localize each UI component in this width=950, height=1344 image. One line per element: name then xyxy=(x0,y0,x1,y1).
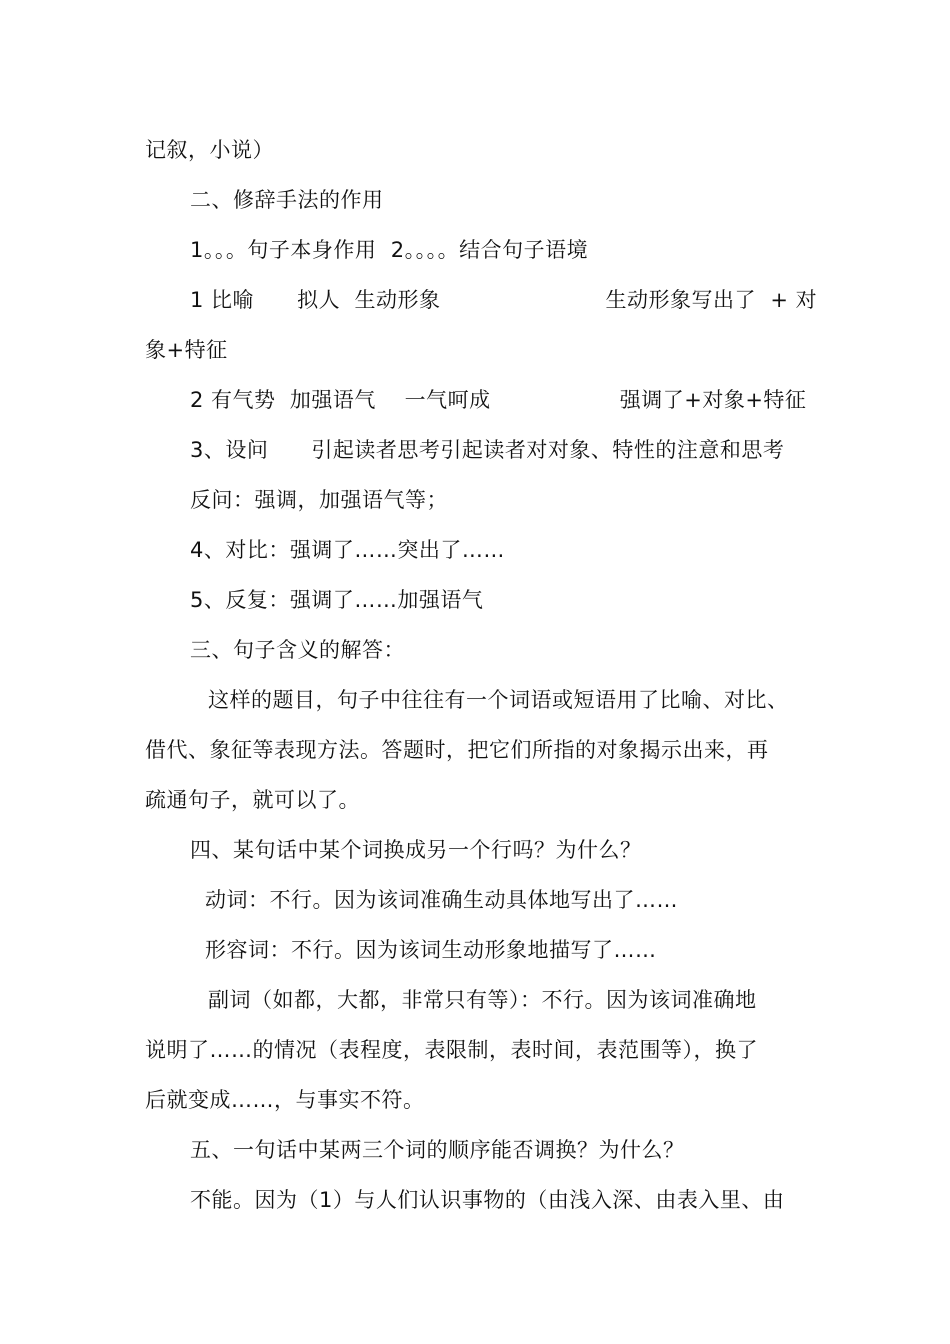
text-line: 1 比喻 拟人 生动形象 生动形象写出了 + 对 xyxy=(190,288,818,312)
paragraph-line: 副词（如都，大都，非常只有等）：不行。因为该词准确地 xyxy=(208,988,757,1012)
section-heading: 二、修辞手法的作用 xyxy=(190,188,384,212)
section-heading: 五、一句话中某两三个词的顺序能否调换？为什么？ xyxy=(190,1138,685,1162)
text-line: 1。。。句子本身作用 2。。。。结合句子语境 xyxy=(190,238,589,262)
text-line: 动词：不行。因为该词准确生动具体地写出了…… xyxy=(205,888,678,912)
text-line: 2 有气势 加强语气 一气呵成 强调了+对象+特征 xyxy=(190,388,807,412)
section-heading: 四、某句话中某个词换成另一个行吗？为什么？ xyxy=(190,838,642,862)
paragraph-line: 借代、象征等表现方法。答题时，把它们所指的对象揭示出来，再 xyxy=(145,738,769,762)
text-line: 反问：强调，加强语气等； xyxy=(190,488,448,512)
text-line: 象+特征 xyxy=(145,338,228,362)
paragraph-line: 疏通句子，就可以了。 xyxy=(145,788,360,812)
text-line: 不能。因为（1）与人们认识事物的（由浅入深、由表入里、由 xyxy=(190,1188,785,1212)
text-line: 4、对比：强调了……突出了…… xyxy=(190,538,505,562)
text-line: 5、反复：强调了……加强语气 xyxy=(190,588,484,612)
paragraph-line: 这样的题目，句子中往往有一个词语或短语用了比喻、对比、 xyxy=(208,688,789,712)
section-heading: 三、句子含义的解答： xyxy=(190,638,405,662)
text-line: 记叙，小说） xyxy=(145,138,274,162)
text-line: 3、设问 引起读者思考引起读者对对象、特性的注意和思考 xyxy=(190,438,785,462)
text-line: 形容词：不行。因为该词生动形象地描写了…… xyxy=(205,938,657,962)
paragraph-line: 说明了……的情况（表程度，表限制，表时间，表范围等），换了 xyxy=(145,1038,758,1062)
paragraph-line: 后就变成……，与事实不符。 xyxy=(145,1088,425,1112)
